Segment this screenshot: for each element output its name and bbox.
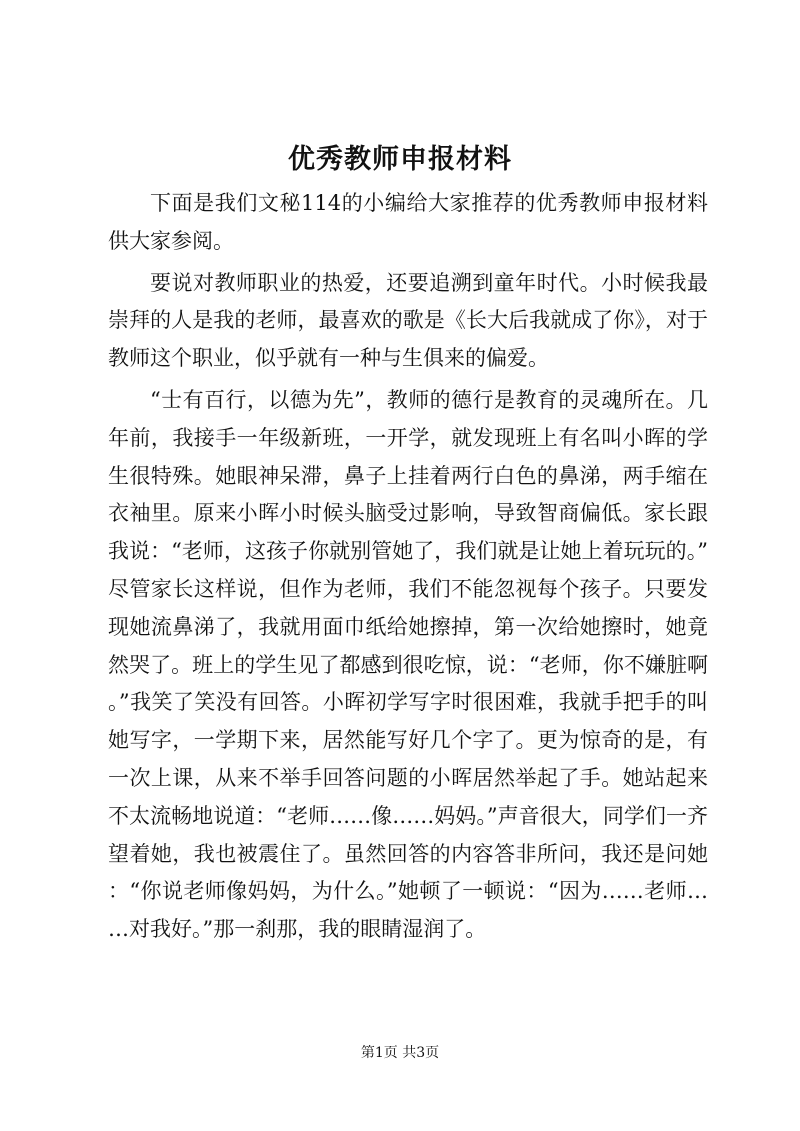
- paragraph-love-of-teaching: 要说对教师职业的热爱，还要追溯到童年时代。小时候我最崇拜的人是我的老师，最喜欢的歌是《长大后我就成了你》，对于教师这个职业，似乎就有一种与生俱来的偏爱。: [108, 270, 708, 371]
- paragraph-intro: 下面是我们文秘114的小编给大家推荐的优秀教师申报材料供大家参阅。: [108, 191, 708, 253]
- document-title: 优秀教师申报材料: [288, 144, 512, 175]
- paragraph-virtue-story: “士有百行，以德为先”，教师的德行是教育的灵魂所在。几年前，我接手一年级新班，一开学，就发现班上有名叫小晖的学生很特殊。她眼神呆滞，鼻子上挂着两行白色的鼻涕，两手缩在衣袖里。原来小晖小时候头脑受过影响，导致智商偏低。家长跟我说：“老师，这孩子你就别管她了，我们就是让她上着玩玩的。”尽管家长这样说，但作为老师，我们不能忽视每个孩子。只要发现她流鼻涕了，我就用面巾纸给她擦掉，第一次给她擦时，她竟然哭了。班上的学生见了都感到很吃惊，说：“老师，你不嫌脏啊。”我笑了笑没有回答。小晖初学写字时很困难，我就手把手的叫她写字，一学期下来，居然能写好几个字了。更为惊奇的是，有一次上课，从来不举手回答问题的小晖居然举起了手。她站起来不太流畅地说道：“老师……像……妈妈。”声音很大，同学们一齐望着她，我也被震住了。虽然回答的内容答非所问，我还是问她：“你说老师像妈妈，为什么。”她顿了一顿说：“因为……老师……对我好。”那一刹那，我的眼睛湿润了。: [108, 387, 708, 942]
- page-number-footer: 第1页 共3页: [360, 1045, 440, 1061]
- document-body: [108, 185, 708, 949]
